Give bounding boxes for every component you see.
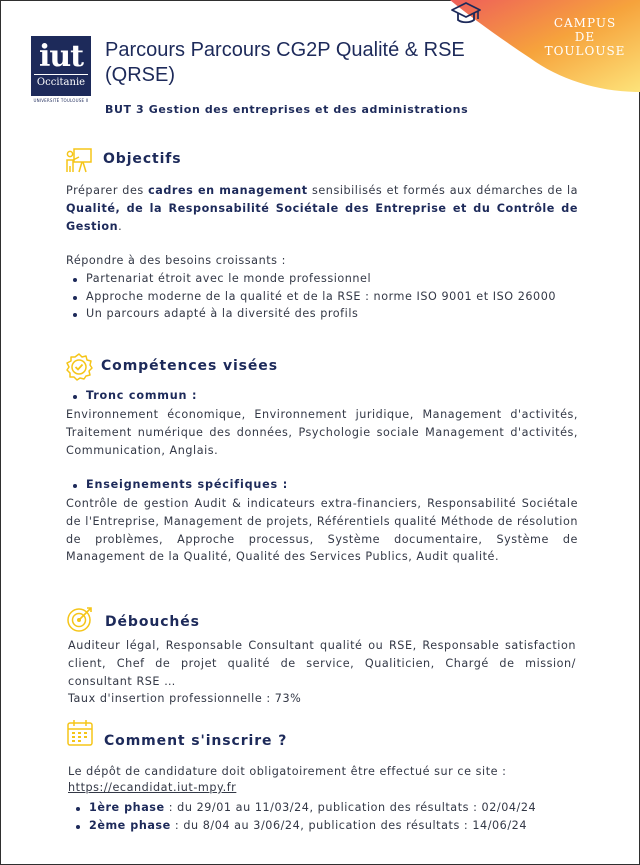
logo-university-text: UNIVERSITÉ TOULOUSE II: [33, 98, 89, 103]
competences-title: Compétences visées: [101, 358, 278, 374]
debouches-title: Débouchés: [105, 614, 200, 630]
objectifs-intro: [66, 182, 578, 235]
page-title: Parcours Parcours CG2P Qualité & RSE (QRSE): [105, 39, 465, 86]
tronc-commun-text: Environnement économique, Environnement juridique, Management d'activités, Traitement numérique des données, Psychologie sociale Management d'activités, Communication, Anglais.: [66, 408, 578, 457]
debouches-text: Auditeur légal, Responsable Consultant qualité ou RSE, Responsable satisfaction client, Chef de projet qualité de service, Qualiticien, Chargé de mission/ consultant RSE …: [68, 639, 576, 688]
insertion-rate: Taux d'insertion professionnelle : 73%: [68, 692, 302, 705]
tronc-commun-label: Tronc commun :: [86, 389, 198, 402]
enseignements-specifiques-label: Enseignements spécifiques :: [86, 478, 288, 491]
objectifs-bullet: Un parcours adapté à la diversité des profils: [86, 307, 359, 320]
campus-label: [532, 16, 638, 58]
enseignements-specifiques-text: Contrôle de gestion Audit & indicateurs extra-financiers, Responsabilité Sociétale de l'Entreprise, Management de projets, Référentiels qualité Méthode de résolution de problèmes, Approche processus, Système documentaire, Système de Management de la Qualité, Qualité des Services Publics, Audit qualité.: [66, 497, 578, 564]
graduation-cap-icon: [450, 0, 482, 26]
phase-2-dates: : du 8/04 au 3/06/24, publication des résultats : 14/06/24: [170, 819, 528, 832]
intro-text-1: Préparer des: [66, 184, 149, 197]
badge-check-icon: [65, 353, 93, 381]
phase-2-label: 2ème phase: [89, 819, 171, 832]
logo-iut-text: iut: [38, 39, 84, 74]
target-icon: [66, 605, 94, 633]
intro-text-3: .: [118, 219, 123, 233]
presentation-teacher-icon: [65, 146, 93, 174]
inscription-text: Le dépôt de candidature doit obligatoirement être effectué sur ce site :: [68, 765, 507, 778]
intro-bold-2: Qualité, de la Responsabilité Sociétale des Entreprise et du Contrôle de Gestion: [66, 201, 578, 233]
phase-1-dates: : du 29/01 au 11/03/24, publication des résultats : 02/04/24: [164, 801, 537, 814]
logo-region-text: Occitanie: [34, 74, 88, 89]
candidature-link[interactable]: https://ecandidat.iut-mpy.fr: [68, 781, 237, 794]
campus-line-3: TOULOUSE: [544, 44, 626, 58]
phase-1-item: [89, 801, 536, 814]
intro-text-2: sensibilisés et formés aux démarches de la: [307, 184, 579, 197]
objectifs-bullet: Approche moderne de la qualité et de la RSE : norme ISO 9001 et ISO 26000: [86, 290, 557, 303]
intro-bold-1: cadres en management: [148, 184, 308, 197]
objectifs-needs: Répondre à des besoins croissants :: [66, 254, 286, 267]
page-subtitle: BUT 3 Gestion des entreprises et des administrations: [105, 103, 469, 116]
campus-line-1: CAMPUS: [553, 16, 617, 30]
phase-1-label: 1ère phase: [89, 801, 165, 814]
inscription-title: Comment s'inscrire ?: [104, 733, 288, 749]
campus-line-2: DE: [574, 30, 596, 44]
calendar-icon: [66, 719, 94, 747]
phase-2-item: [89, 819, 527, 832]
objectifs-bullet: Partenariat étroit avec le monde professionnel: [86, 272, 372, 285]
iut-logo: [31, 36, 91, 96]
objectifs-title: Objectifs: [103, 151, 182, 167]
